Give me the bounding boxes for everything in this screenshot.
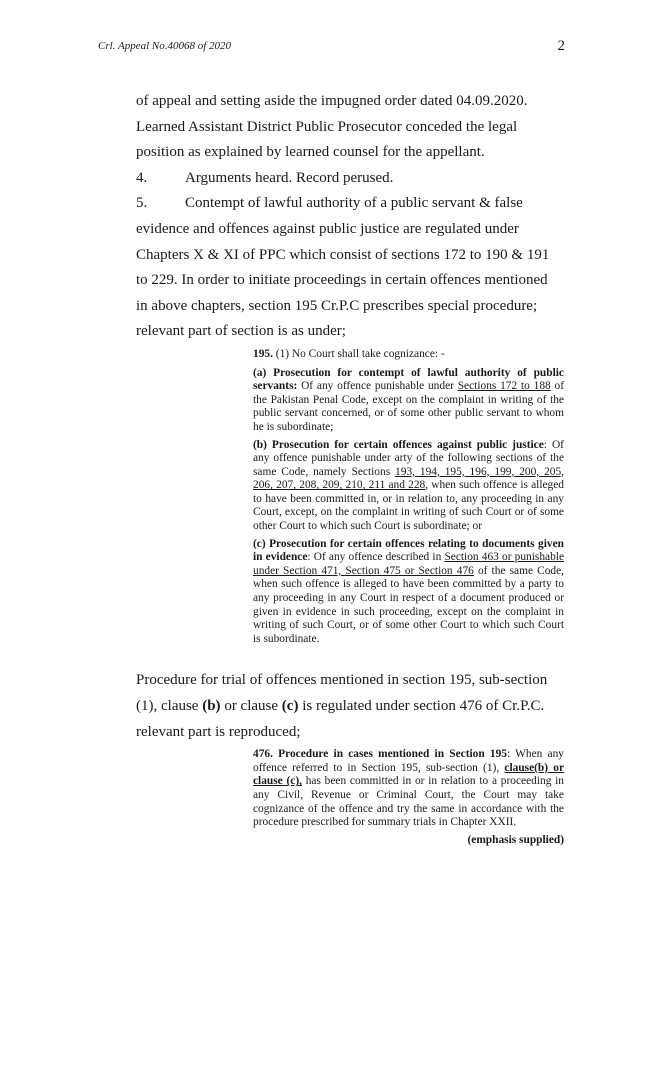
paragraph-line: relevant part of section is as under; [136, 323, 346, 340]
intro-line: of appeal and setting aside the impugned order dated 04.09.2020. [136, 93, 528, 109]
paragraph-line: evidence and offences against public justice are regulated under [136, 220, 519, 237]
page-number: 2 [557, 38, 565, 54]
paragraph-number: 4. [136, 169, 148, 186]
sections-link: Sections 172 to 188 [457, 380, 551, 393]
paragraph-line: to 229. In order to initiate proceedings in certain offences mentioned [136, 272, 548, 289]
clause-a: (a) Prosecution for contempt of lawful authority of public servants: Of any offence punishable under Sections 172 to 188 of the Pakistan Penal Code, except on the complaint in writing of the public servant concerned, or of some other public servant to whom he is subordinate; [253, 366, 564, 433]
procedure-line: (1), clause (b) or clause (c) is regulated under section 476 of Cr.P.C. [136, 698, 545, 714]
procedure-line: Procedure for trial of offences mentioned in section 195, sub-section [136, 672, 548, 689]
paragraph-number: 5. [136, 195, 148, 212]
emphasis-clause: clause(b) or clause (c), [253, 761, 564, 788]
quote-section-195 [253, 348, 564, 646]
paragraph-line: in above chapters, section 195 Cr.P.C prescribes special procedure; [136, 297, 538, 314]
clause-b: (b) Prosecution for certain offences against public justice: Of any offence punishable under arty of the following sections of the same Code, namely Sections 193, 194, 195, 196, 199, 200, 205, 206, 207, 208, 209, 210, 211 and 228, when such offence is alleged to have been committed in, or in relation to, any proceeding in any Court, except, on the complaint in writing of such Court or of some other Court to which such Court is subordinate; or [253, 438, 565, 533]
procedure-line: relevant part is reproduced; [136, 723, 301, 740]
procedure-paragraph [136, 668, 564, 745]
intro-paragraph [136, 89, 564, 166]
sections-link: 193, 194, 195, 196, 199, 200, 205, 206, 207, 208, 209, 210, 211 and 228 [253, 465, 565, 492]
paragraph-line: Contempt of lawful authority of a public servant & false [185, 195, 523, 212]
clause-c: (c) Prosecution for certain offences relating to documents given in evidence: Of any offence described in Section 463 or punishable under Section 471, Section 475 or Section 476 of the same Code, when such offence is alleged to have been committed by a party to any proceeding in any Court in respect of a document produced or given in evidence in such proceeding, except on the complaint in writing of such Court, or of some other Court to which such Court is subordinate. [253, 537, 565, 645]
quote-section-476 [253, 748, 564, 847]
paragraph-4 [136, 166, 564, 192]
intro-line: Learned Assistant District Public Prosecutor conceded the legal [136, 118, 518, 135]
case-title: Crl. Appeal No.40068 of 2020 [98, 40, 232, 52]
paragraph-text: Arguments heard. Record perused. [185, 169, 394, 186]
intro-line: position as explained by learned counsel for the appellant. [136, 144, 485, 161]
paragraph-5 [136, 191, 564, 345]
emphasis-note: (emphasis supplied) [467, 833, 564, 846]
paragraph-line: Chapters X & XI of PPC which consist of sections 172 to 190 & 191 [136, 246, 550, 263]
sections-link: Section 463 or punishable under Section 471, Section 475 or Section 476 [253, 551, 564, 577]
section-476-text: 476. Procedure in cases mentioned in Section 195: When any offence referred to in Section 195, sub-section (1), clause(b) or clause (c), has been committed in or in relation to a proceeding in any Civil, Revenue or Criminal Court, the Court may take cognizance of the offence and try the same in accordance with the procedure prescribed for summary trials in Chapter XXII. [253, 748, 564, 829]
page-header [98, 38, 565, 60]
section-195-lead: 195. (1) No Court shall take cognizance: - [253, 347, 445, 360]
document-body [136, 89, 564, 847]
